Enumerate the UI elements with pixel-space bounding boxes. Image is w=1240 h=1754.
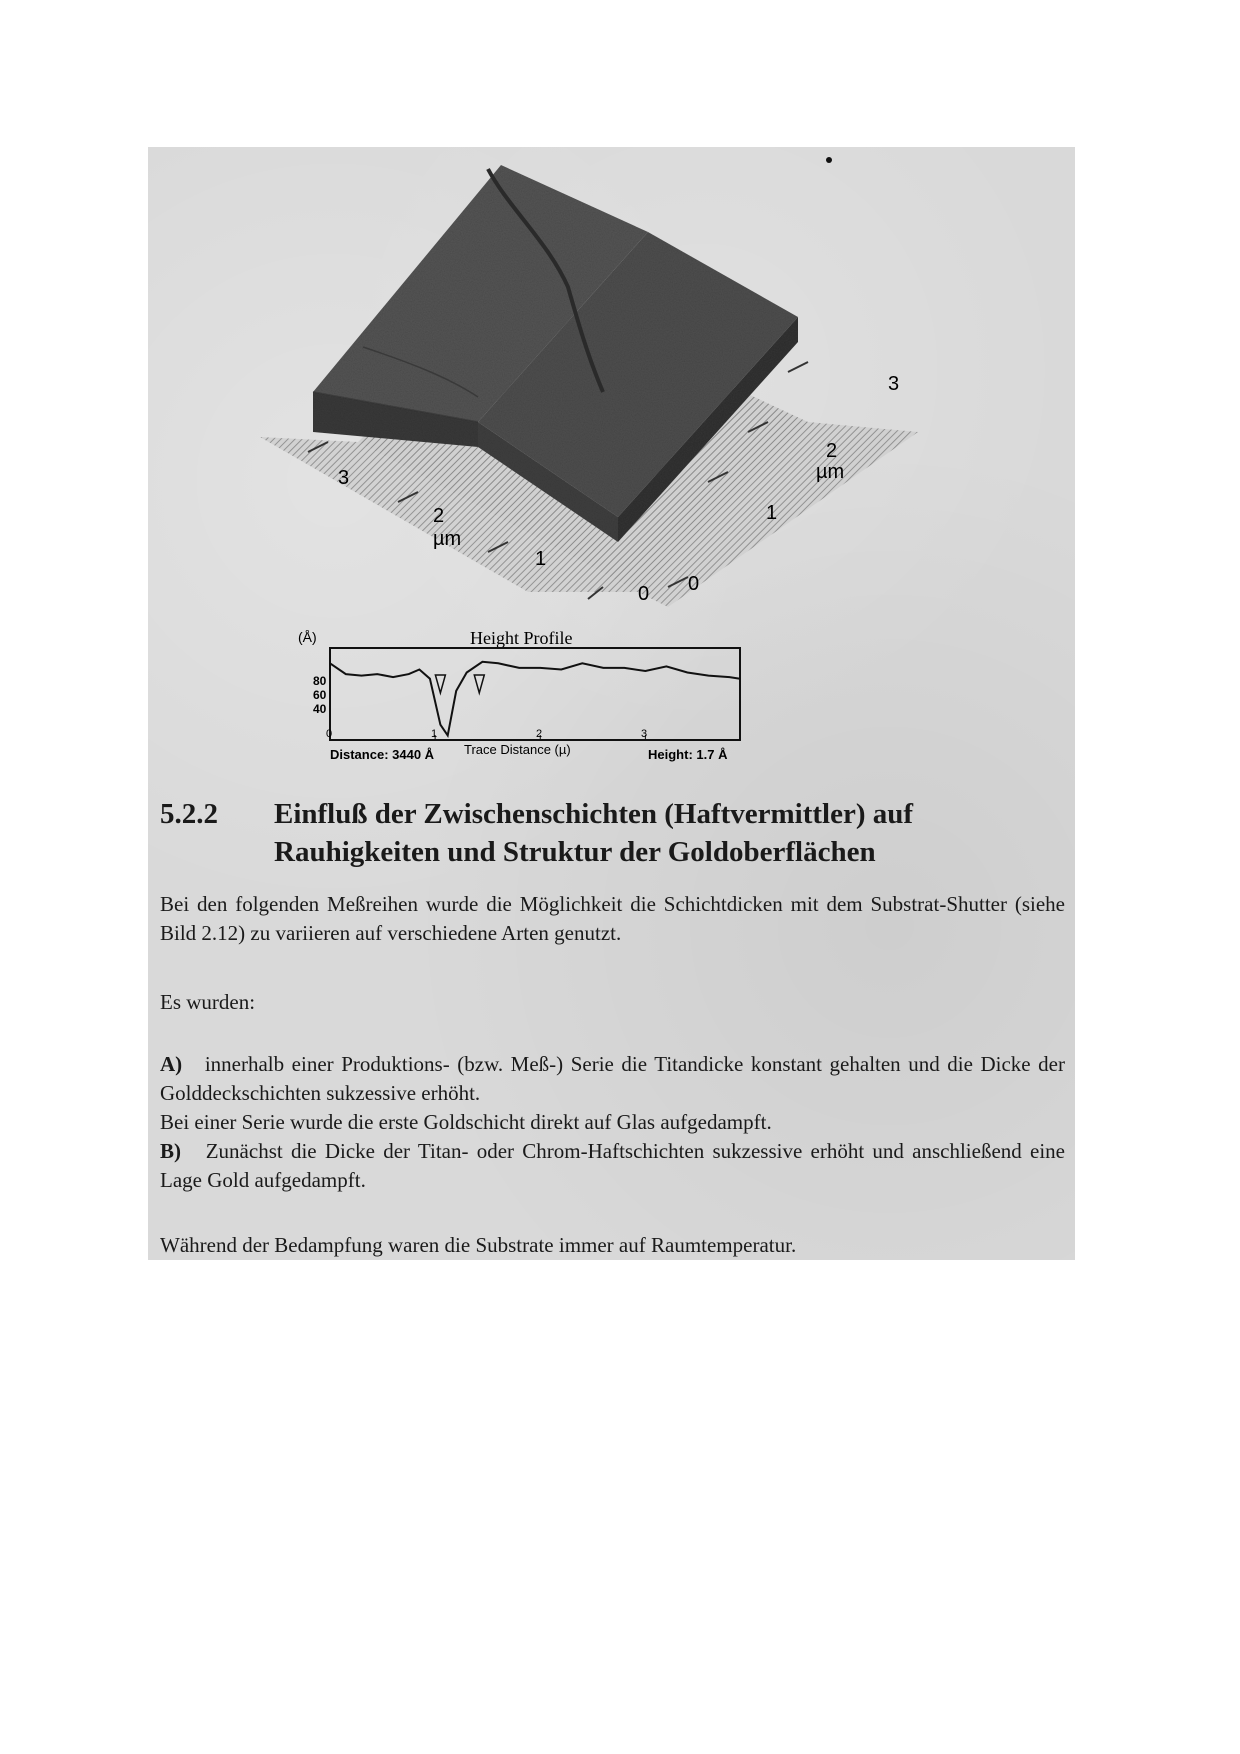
x-tick-3: 3: [338, 467, 350, 489]
x-label-3: 3: [641, 728, 648, 740]
list-item-a: [160, 1050, 1065, 1108]
item-a-note: Bei einer Serie wurde die erste Goldschicht direkt auf Glas aufgedampft.: [160, 1110, 772, 1134]
y-tick-3: 3: [888, 373, 900, 395]
distance-label: Distance: 3440 Å: [330, 747, 435, 762]
y-tick-1: 1: [766, 502, 778, 524]
height-label: Height: 1.7 Å: [648, 747, 728, 762]
paragraph-es-wurden: Es wurden:: [160, 990, 256, 1014]
scanned-page: [148, 147, 1075, 1260]
section-number: 5.2.2: [160, 798, 218, 830]
profile-cursor-1: [435, 675, 445, 693]
item-a-text: innerhalb einer Produktions- (bzw. Meß-) Serie die Titandicke konstant gehalten und die Dicke der Golddeckschichten sukzessive erhöht.: [160, 1052, 1065, 1105]
height-profile-line: [330, 662, 740, 736]
y-axis-unit: µm: [816, 461, 845, 483]
section-title: Einfluß der Zwischenschichten (Haftvermittler) auf Rauhigkeiten und Struktur der Goldoberflächen: [274, 798, 914, 868]
y-label-60: 60: [313, 688, 327, 702]
y-label-40: 40: [313, 702, 327, 716]
x-tick-0: 0: [638, 583, 650, 605]
x-tick-1: 1: [535, 548, 547, 570]
x-label-1: 1: [431, 728, 438, 740]
y-label-80: 80: [313, 674, 327, 688]
height-profile: [298, 628, 740, 762]
list-item-b: [160, 1137, 1065, 1195]
trace-distance-label: Trace Distance (µ): [464, 742, 571, 757]
list-items: [160, 1050, 1065, 1195]
paragraph-intro: Bei den folgenden Meßreihen wurde die Möglichkeit die Schichtdicken mit dem Substrat-Shutter (siehe Bild 2.12) zu variieren auf verschiedene Arten genutzt.: [160, 892, 1065, 945]
height-profile-frame: [330, 648, 740, 740]
x-label-0: 0: [326, 728, 333, 740]
profile-cursor-2: [474, 675, 484, 693]
y-tick-2: 2: [826, 440, 838, 462]
height-profile-title: Height Profile: [470, 628, 573, 648]
y-tick-0: 0: [688, 573, 700, 595]
item-b-text: Zunächst die Dicke der Titan- oder Chrom-Haftschichten sukzessive erhöht und anschließend eine Lage Gold aufgedampft.: [160, 1139, 1066, 1192]
height-profile-plot: [330, 662, 740, 740]
x-tick-2: 2: [433, 505, 445, 527]
x-label-2: 2: [536, 728, 543, 740]
x-axis-unit: µm: [433, 528, 462, 550]
paragraph-closing: Während der Bedampfung waren die Substrate immer auf Raumtemperatur.: [160, 1233, 797, 1257]
afm-figure: [148, 147, 1075, 797]
item-a-label: A): [160, 1052, 183, 1076]
height-profile-unit: (Å): [298, 629, 317, 645]
item-b-label: B): [160, 1139, 181, 1163]
